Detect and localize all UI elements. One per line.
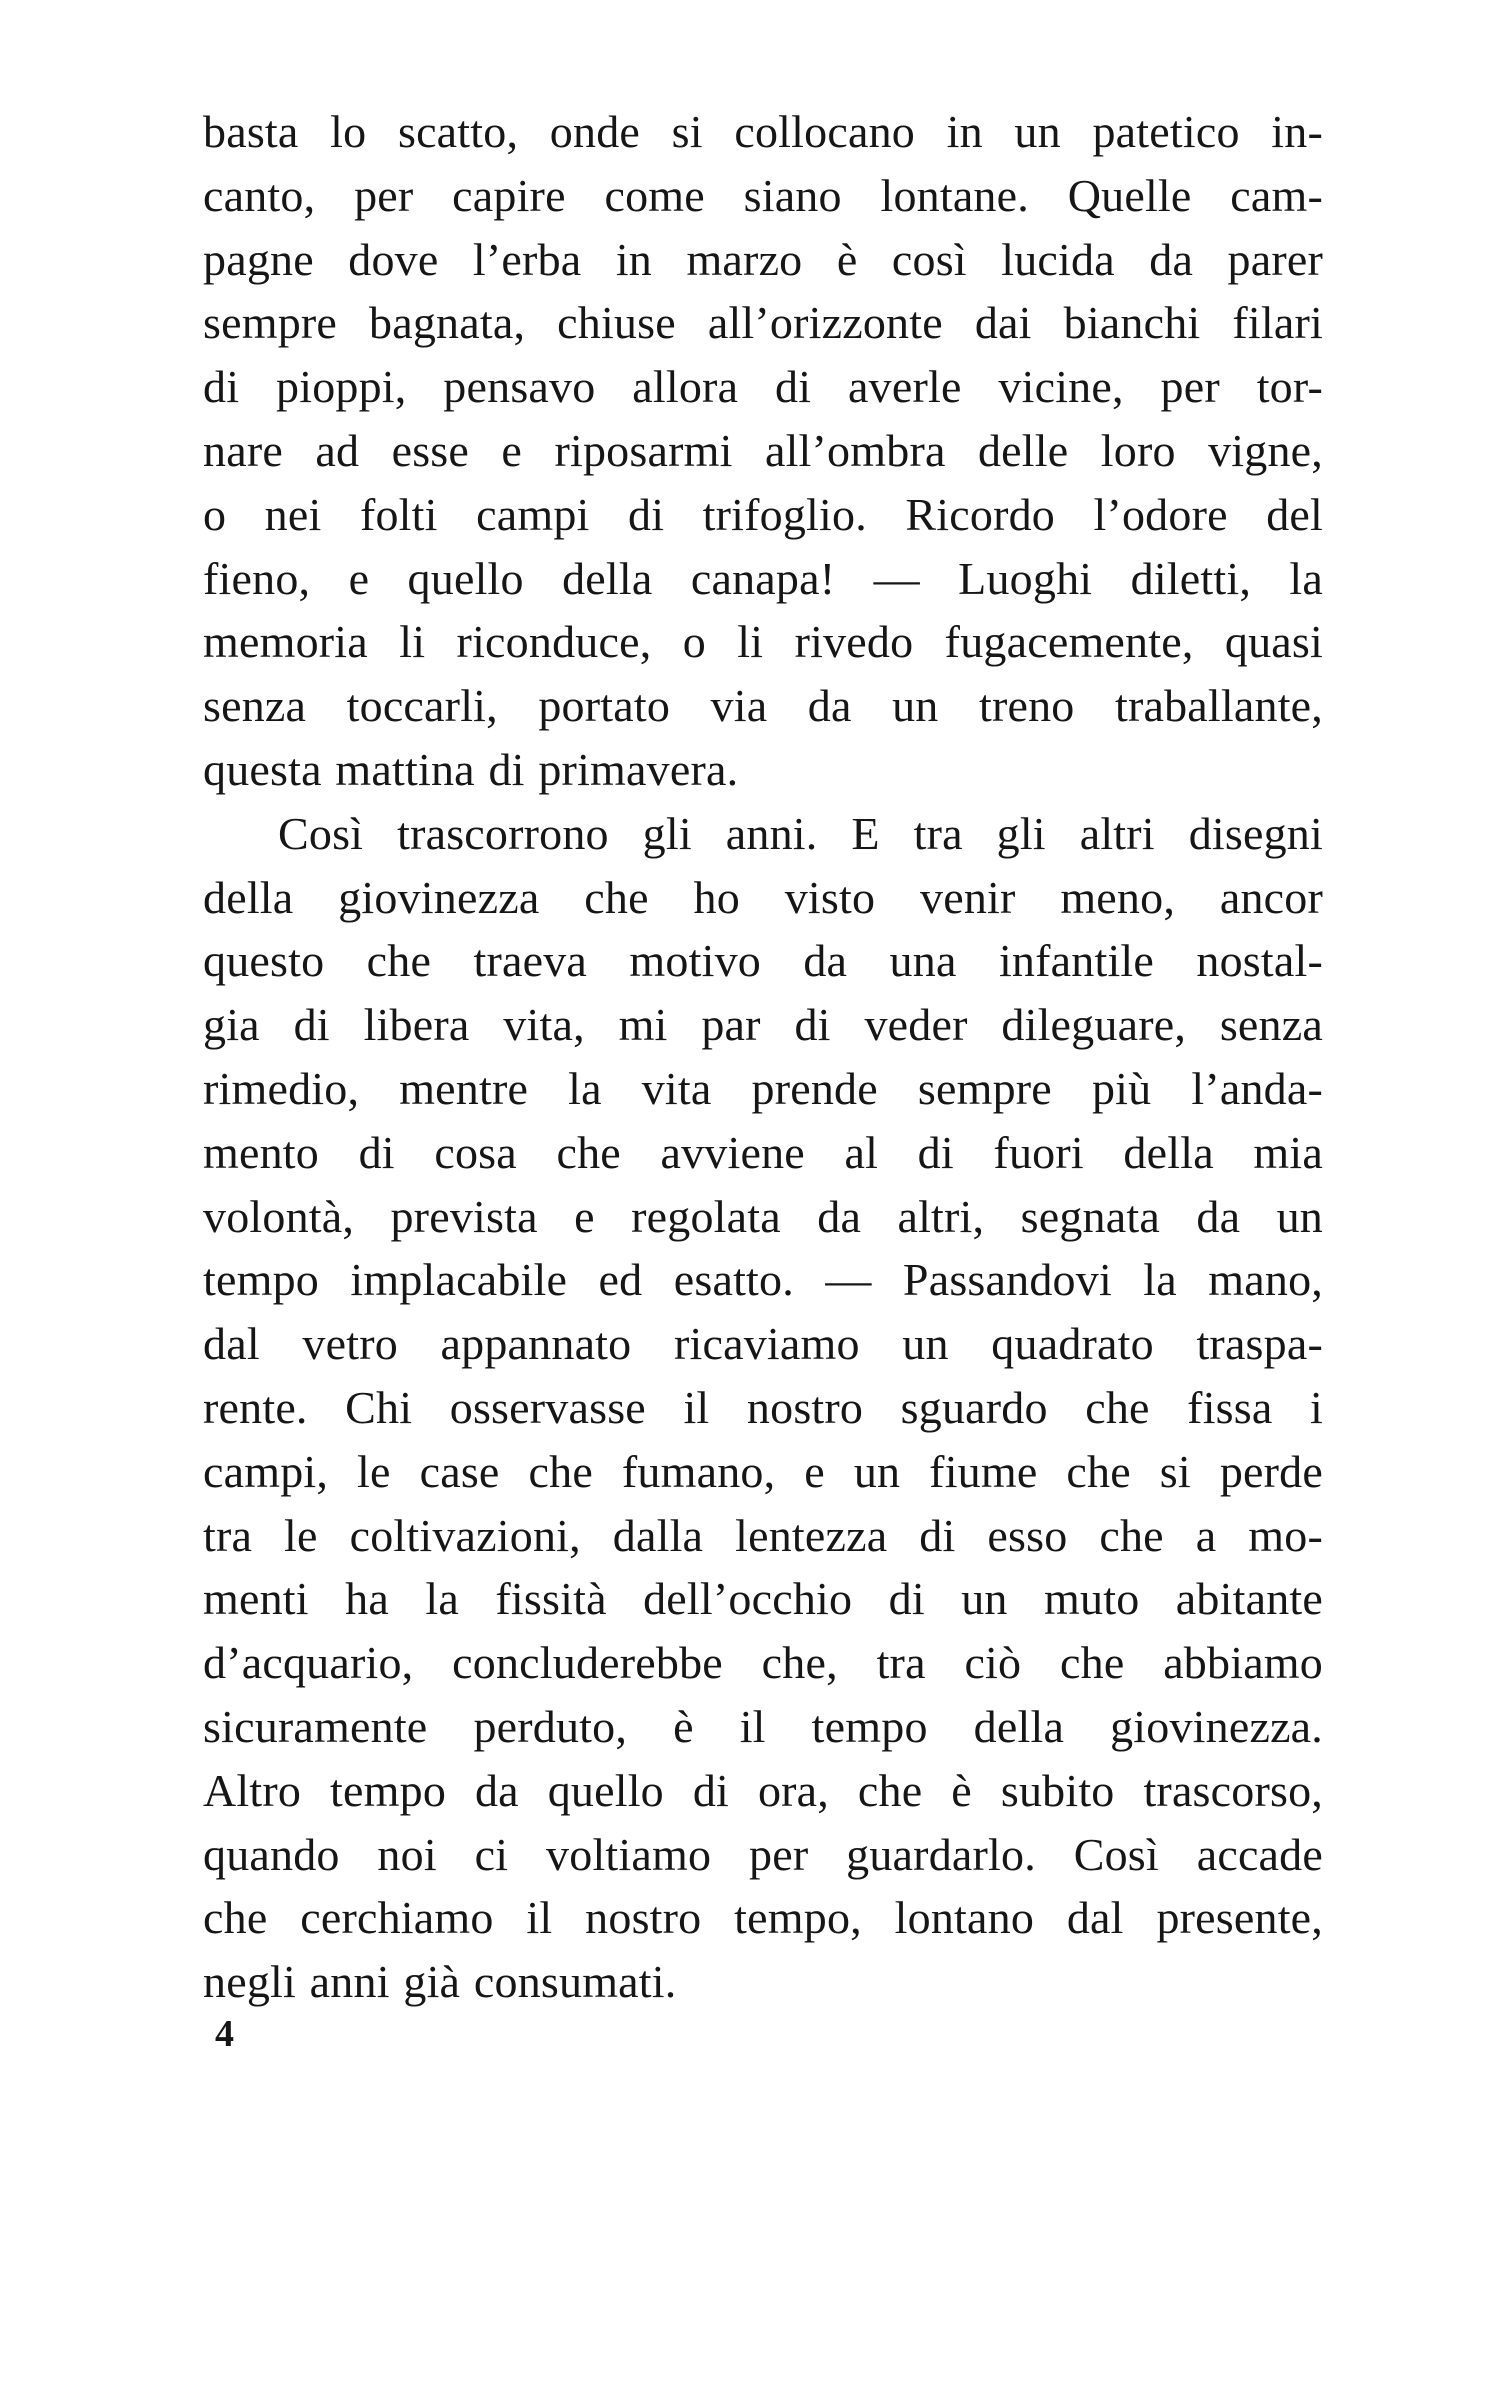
text-line: sicuramente perduto, è il tempo della giovinezza. — [203, 1700, 1323, 1752]
text-line: pagne dove l’erba in marzo è così lucida da parer — [203, 233, 1323, 285]
text-line: fieno, e quello della canapa! — Luoghi diletti, la — [203, 552, 1323, 604]
text-line: Così trascorrono gli anni. E tra gli altri disegni — [278, 807, 1323, 859]
text-line: basta lo scatto, onde si collocano in un patetico in- — [203, 106, 1323, 157]
text-line: questa mattina di primavera. — [203, 743, 739, 795]
text-line: canto, per capire come siano lontane. Quelle cam- — [203, 169, 1323, 221]
text-line: tempo implacabile ed esatto. — Passandovi la mano, — [203, 1254, 1323, 1306]
text-line: menti ha la fissità dell’occhio di un muto abitante — [203, 1573, 1323, 1625]
text-line: rimedio, mentre la vita prende sempre più l’anda- — [203, 1062, 1323, 1114]
text-line: di pioppi, pensavo allora di averle vicine, per tor- — [203, 361, 1323, 413]
text-line: mento di cosa che avviene al di fuori della mia — [203, 1126, 1323, 1178]
text-line: quando noi ci voltiamo per guardarlo. Così accade — [203, 1828, 1323, 1880]
text-line: sempre bagnata, chiuse all’orizzonte dai bianchi filari — [203, 297, 1323, 349]
text-line: gia di libera vita, mi par di veder dileguare, senza — [203, 999, 1323, 1051]
text-line: dal vetro appannato ricaviamo un quadrato traspa- — [203, 1318, 1323, 1370]
text-line: campi, le case che fumano, e un fiume che si perde — [203, 1445, 1323, 1497]
text-line: negli anni già consumati. — [203, 1956, 677, 2008]
paragraph-2 — [203, 802, 1323, 2014]
text-line: memoria li riconduce, o li rivedo fugacemente, quasi — [203, 616, 1323, 668]
page-number: 4 — [215, 2013, 234, 2055]
text-line: rente. Chi osservasse il nostro sguardo che fissa i — [203, 1381, 1323, 1433]
body-text — [203, 100, 1323, 2014]
text-line: o nei folti campi di trifoglio. Ricordo l’odore del — [203, 488, 1323, 540]
text-line: d’acquario, concluderebbe che, tra ciò che abbiamo — [203, 1637, 1323, 1689]
text-line: volontà, prevista e regolata da altri, segnata da un — [203, 1190, 1323, 1242]
text-line: nare ad esse e riposarmi all’ombra delle loro vigne, — [203, 424, 1323, 476]
text-line: tra le coltivazioni, dalla lentezza di esso che a mo- — [203, 1509, 1323, 1561]
text-line: questo che traeva motivo da una infantile nostal- — [203, 935, 1323, 987]
text-line: Altro tempo da quello di ora, che è subito trascorso, — [203, 1764, 1323, 1816]
text-line: della giovinezza che ho visto venir meno, ancor — [203, 871, 1323, 923]
paragraph-1 — [203, 100, 1323, 802]
text-line: che cerchiamo il nostro tempo, lontano dal presente, — [203, 1892, 1323, 1944]
text-line: senza toccarli, portato via da un treno traballante, — [203, 680, 1323, 732]
